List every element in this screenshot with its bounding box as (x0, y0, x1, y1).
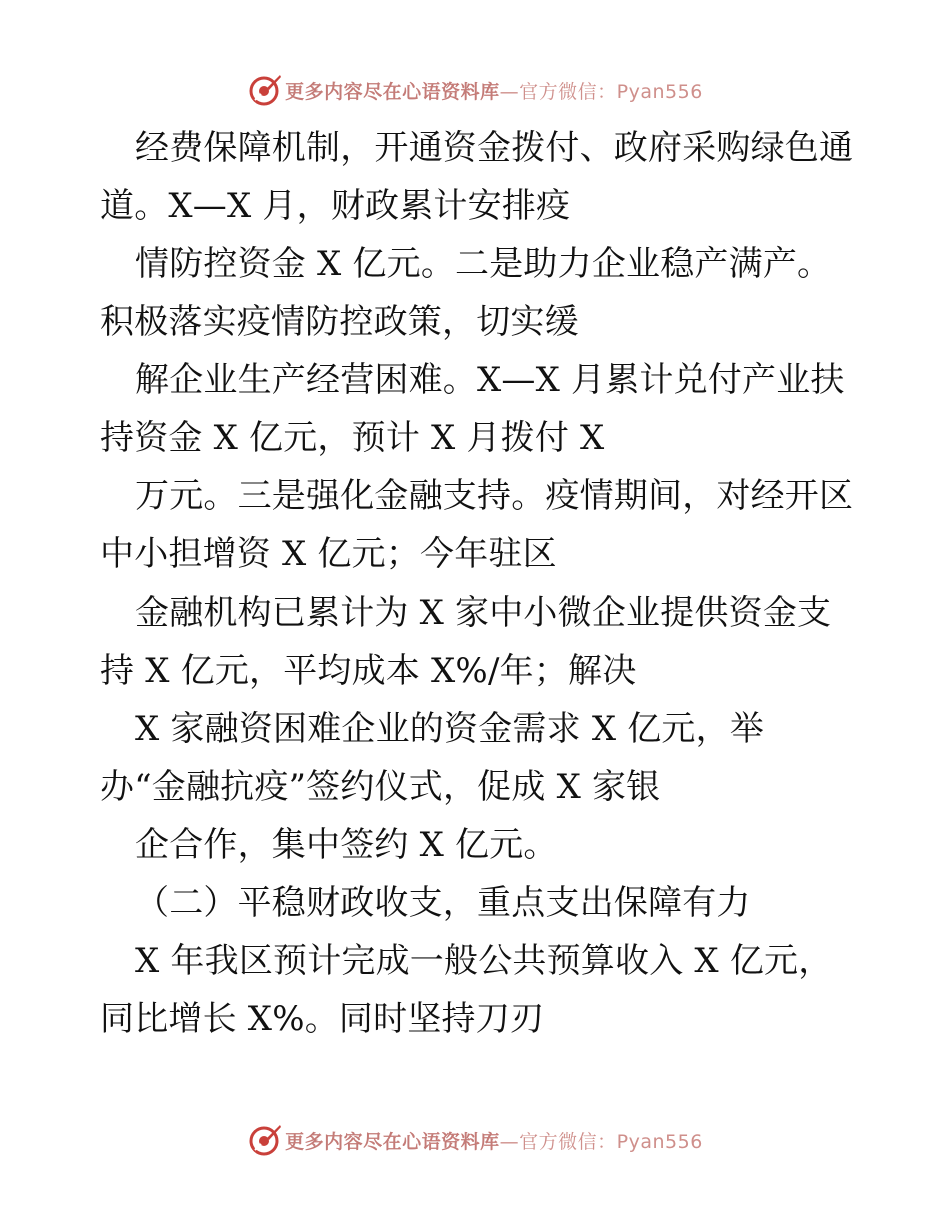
body-line: 积极落实疫情防控政策，切实缓 (100, 302, 579, 342)
watermark-suffix-text: 官方微信：Pyan556 (519, 1130, 703, 1153)
body-line: 金融机构已累计为 X 家中小微企业提供资金支 (135, 593, 832, 633)
watermark-text (285, 1127, 703, 1154)
body-line: X 年我区预计完成一般公共预算收入 X 亿元， (135, 941, 833, 981)
body-line: 经费保障机制，开通资金拨付、政府采购绿色通 (135, 128, 854, 168)
body-line: 持 X 亿元，平均成本 X%/年；解决 (100, 651, 637, 691)
body-line: 万元。三是强化金融支持。疫情期间，对经开区 (135, 476, 854, 516)
body-line: 道。X—X 月，财政累计安排疫 (100, 186, 571, 226)
watermark-dash: — (499, 80, 520, 103)
watermark-main-text: 更多内容尽在心语资料库 (285, 80, 500, 103)
body-line: 企合作，集中签约 X 亿元。 (135, 825, 558, 865)
section-heading: （二）平稳财政收支，重点支出保障有力 (135, 883, 751, 923)
watermark-dash: — (499, 1130, 520, 1153)
body-line: 同比增长 X%。同时坚持刀刃 (100, 999, 545, 1039)
watermark-main-text: 更多内容尽在心语资料库 (285, 1130, 500, 1153)
quill-logo-icon (247, 1122, 283, 1158)
footer-watermark (0, 1120, 950, 1160)
body-line: 办“金融抗疫”签约仪式，促成 X 家银 (100, 767, 661, 807)
body-line: 情防控资金 X 亿元。二是助力企业稳产满产。 (135, 244, 832, 284)
watermark-suffix-text: 官方微信：Pyan556 (519, 80, 703, 103)
body-line: 解企业生产经营困难。X—X 月累计兑付产业扶 (135, 360, 845, 400)
body-line: X 家融资困难企业的资金需求 X 亿元，举 (135, 709, 765, 749)
body-line: 持资金 X 亿元，预计 X 月拨付 X (100, 418, 605, 458)
body-line: 中小担增资 X 亿元；今年驻区 (100, 534, 557, 574)
